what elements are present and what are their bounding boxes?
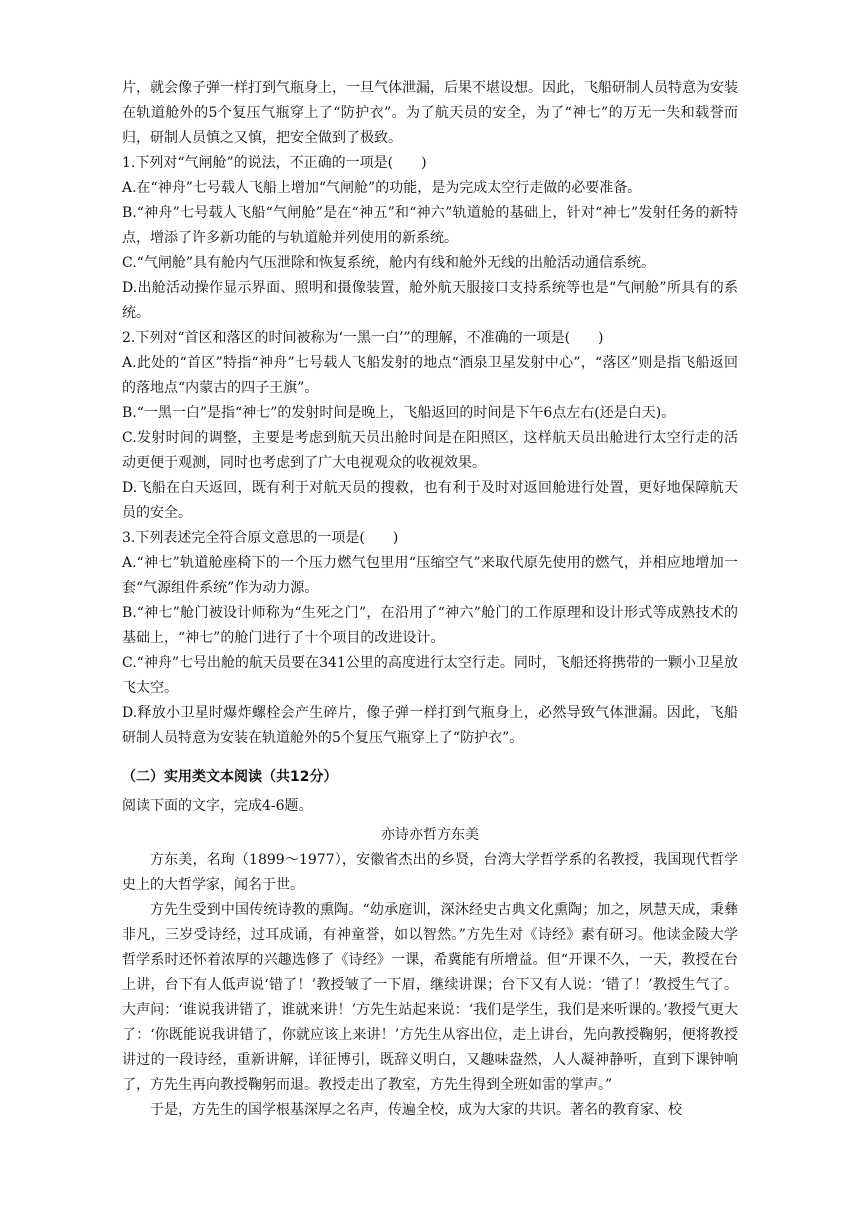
document-page bbox=[122, 76, 738, 1123]
question-stem: 2.下列对“首区和落区的时间被称为‘一黑一白’”的理解，不准确的一项是( ) bbox=[122, 330, 604, 346]
option-d: D.飞船在白天返回，既有利于对航天员的搜救，也有利于及时对返回舱进行处置，更好地保障航天员的安全。 bbox=[122, 480, 738, 521]
option-c: C.“气闸舱”具有舱内气压泄除和恢复系统，舱内有线和舱外无线的出舱活动通信系统。 bbox=[122, 255, 655, 271]
question-3 bbox=[122, 526, 738, 751]
article-paragraph: 方先生受到中国传统诗教的熏陶。“幼承庭训，深沐经史古典文化熏陶；加之，夙慧天成，秉彝非凡，三岁受诗经，过耳成诵，有神童誉，如以智然。”方先生对《诗经》素有研习。他读金陵大学哲学系时还怀着浓厚的兴趣选修了《诗经》一课，希冀能有所增益。但“开课不久，一天，教授在台上讲，台下有人低声说‘错了！’教授皱了一下眉，继续讲课；台下又有人说：‘错了！’教授生气了。大声问：‘谁说我讲错了，谁就来讲！’方先生站起来说：‘我们是学生，我们是来听课的。’教授气更大了：‘你既能说我讲错了，你就应该上来讲！’方先生从容出位，走上讲台，先向教授鞠躬，便将教授讲过的一段诗经，重新讲解，详征博引，既辞义明白，又趣味盎然，人人凝神静听，直到下课钟响了，方先生再向教授鞠躬而退。教授走出了教室，方先生得到全班如雷的掌声。” bbox=[122, 902, 738, 1093]
question-stem: 1.下列对“气闸舱”的说法，不正确的一项是( ) bbox=[122, 155, 427, 171]
option-d: D.释放小卫星时爆炸螺栓会产生碎片，像子弹一样打到气瓶身上，必然导致气体泄漏。因此，飞船研制人员特意为安装在轨道舱外的5个复压气瓶穿上了“防护衣”。 bbox=[122, 705, 738, 746]
section-instruction: 阅读下面的文字，完成4-6题。 bbox=[122, 798, 313, 814]
option-d: D.出舱活动操作显示界面、照明和摄像装置，舱外航天服接口支持系统等也是“气闸舱”所具有的系统。 bbox=[122, 280, 738, 321]
option-b: B.“神七”舱门被设计师称为“生死之门”，在沿用了“神六”舱门的工作原理和设计形式等成熟技术的基础上，“神七”的舱门进行了十个项目的改进设计。 bbox=[122, 605, 738, 646]
option-c: C.“神舟”七号出舱的航天员要在341公里的高度进行太空行走。同时，飞船还将携带的一颗小卫星放飞太空。 bbox=[122, 655, 738, 696]
option-a: A.“神七”轨道舱座椅下的一个压力燃气包里用“压缩空气”来取代原先使用的燃气，并相应地增加一套“气源组件系统”作为动力源。 bbox=[122, 555, 738, 596]
option-c: C.发射时间的调整，主要是考虑到航天员出舱时间是在阳照区，这样航天员出舱进行太空行走的活动更便于观测，同时也考虑到了广大电视观众的收视效果。 bbox=[122, 430, 738, 471]
option-a: A.此处的“首区”特指“神舟”七号载人飞船发射的地点“酒泉卫星发射中心”，“落区”则是指飞船返回的落地点“内蒙古的四子王旗”。 bbox=[122, 355, 738, 396]
intro-paragraph: 片，就会像子弹一样打到气瓶身上，一旦气体泄漏，后果不堪设想。因此，飞船研制人员特意为安装在轨道舱外的5个复压气瓶穿上了“防护衣”。为了航天员的安全，为了“神七”的万无一失和载誉而归，研制人员慎之又慎，把安全做到了极致。 bbox=[122, 80, 738, 146]
question-2 bbox=[122, 326, 738, 526]
option-a: A.在“神舟”七号载人飞船上增加“气闸舱”的功能，是为完成太空行走做的必要准备。 bbox=[122, 180, 642, 196]
option-b: B.“一黑一白”是指“神七”的发射时间是晚上，飞船返回的时间是下午6点左右(还是白天)。 bbox=[122, 405, 676, 421]
article-paragraph: 于是，方先生的国学根基深厚之名声，传遍全校，成为大家的共识。著名的教育家、校 bbox=[150, 1102, 682, 1118]
section-heading: （二）实用类文本阅读（共12分） bbox=[122, 769, 338, 785]
article-title: 亦诗亦哲方东美 bbox=[381, 827, 479, 843]
article-paragraph: 方东美，名珣（1899～1977），安徽省杰出的乡贤，台湾大学哲学系的名教授，我国现代哲学史上的大哲学家，闻名于世。 bbox=[122, 852, 738, 893]
question-1 bbox=[122, 151, 738, 326]
question-stem: 3.下列表述完全符合原文意思的一项是( ) bbox=[122, 530, 399, 546]
option-b: B.“神舟”七号载人飞船“气闸舱”是在“神五”和“神六”轨道舱的基础上，针对“神七”发射任务的新特点，增添了许多新功能的与轨道舱并列使用的新系统。 bbox=[122, 205, 738, 246]
